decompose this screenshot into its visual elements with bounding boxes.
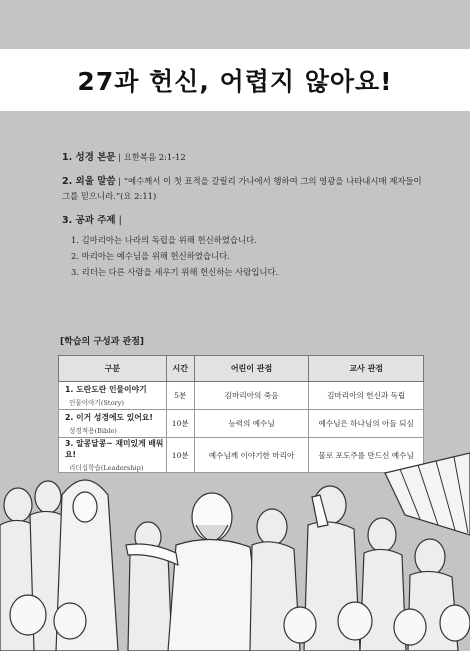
- part-cell: [59, 382, 167, 410]
- header-time: 시간: [166, 356, 194, 382]
- child-view-cell: 예수님께 이야기한 마리아: [194, 438, 309, 473]
- memory-verse-label: 2. 외울 말씀: [62, 176, 116, 187]
- lesson-theme-separator: |: [115, 215, 122, 226]
- figure-head: [10, 595, 46, 635]
- figure-head: [73, 492, 97, 522]
- time-cell: 10분: [166, 438, 194, 473]
- figure-head: [415, 539, 445, 575]
- lesson-title: 27과 헌신, 어렵지 않아요!: [77, 67, 393, 96]
- tent-canopy: [385, 453, 470, 535]
- figure-head: [440, 605, 470, 641]
- part-subtitle: 인물이야기(Story): [69, 399, 125, 407]
- teacher-view-cell: 물로 포도주를 만드신 예수님: [309, 438, 424, 473]
- part-cell: [59, 410, 167, 438]
- table-title: [학습의 구성과 관점]: [60, 337, 145, 347]
- bible-text-value: | 요한복음 2:1-12: [115, 152, 186, 162]
- table-row: [59, 382, 424, 410]
- lesson-theme-section: [62, 213, 432, 280]
- child-view-cell: 능력의 예수님: [194, 410, 309, 438]
- child-view-cell: 김마리아의 죽음: [194, 382, 309, 410]
- figure-beard: [196, 525, 228, 541]
- memory-verse-text: | “예수께서 이 첫 표적을 갈릴리 가나에서 행하여 그의 영광을 나타내시매 제자들이 그를 믿으니라.”(요 2:11): [62, 176, 422, 201]
- title-band: [0, 49, 470, 111]
- header-teacher-view: 교사 관점: [309, 356, 424, 382]
- time-cell: 10분: [166, 410, 194, 438]
- header-category: 구분: [59, 356, 167, 382]
- biblical-crowd-illustration: [0, 445, 470, 651]
- table-row: [59, 410, 424, 438]
- table-header-row: [59, 356, 424, 382]
- lesson-theme-list: [62, 232, 432, 280]
- figure-head: [54, 603, 86, 639]
- teacher-view-cell: 김마리아의 헌신과 독립: [309, 382, 424, 410]
- figure-head: [284, 607, 316, 643]
- figure-head: [35, 481, 61, 513]
- lesson-theme-item: 2. 마리아는 예수님을 위해 헌신하였습니다.: [71, 251, 230, 261]
- memory-verse-section: [62, 174, 432, 204]
- figure-body: [168, 539, 262, 651]
- part-subtitle: 성경적용(Bible): [69, 427, 117, 435]
- figure-head: [338, 602, 372, 640]
- part-subtitle: 리더십학습(Leadership): [69, 464, 144, 472]
- part-title: 3. 알콩달콩~ 재미있게 배워요!: [65, 439, 164, 459]
- part-title: 1. 도란도란 인물이야기: [65, 385, 147, 394]
- part-title: 2. 이거 성경에도 있어요!: [65, 413, 153, 422]
- figure-head: [4, 488, 32, 522]
- lesson-theme-item: 1. 김마리아는 나라의 독립을 위해 헌신하였습니다.: [71, 235, 257, 245]
- figure-head: [368, 518, 396, 552]
- teacher-view-cell: 예수님은 하나님의 아들 되심: [309, 410, 424, 438]
- lesson-theme-item: 3. 리더는 다른 사람을 세우기 위해 헌신하는 사람입니다.: [71, 267, 279, 277]
- header-child-view: 어린이 관점: [194, 356, 309, 382]
- lesson-theme-label: 3. 공과 주제: [62, 215, 116, 226]
- bible-text-section: [62, 150, 432, 165]
- lesson-overview: [62, 150, 432, 289]
- figure-head: [394, 609, 426, 645]
- time-cell: 5분: [166, 382, 194, 410]
- bible-text-label: 1. 성경 본문: [62, 152, 116, 163]
- figure-head: [257, 509, 287, 545]
- figure-body: [128, 549, 172, 651]
